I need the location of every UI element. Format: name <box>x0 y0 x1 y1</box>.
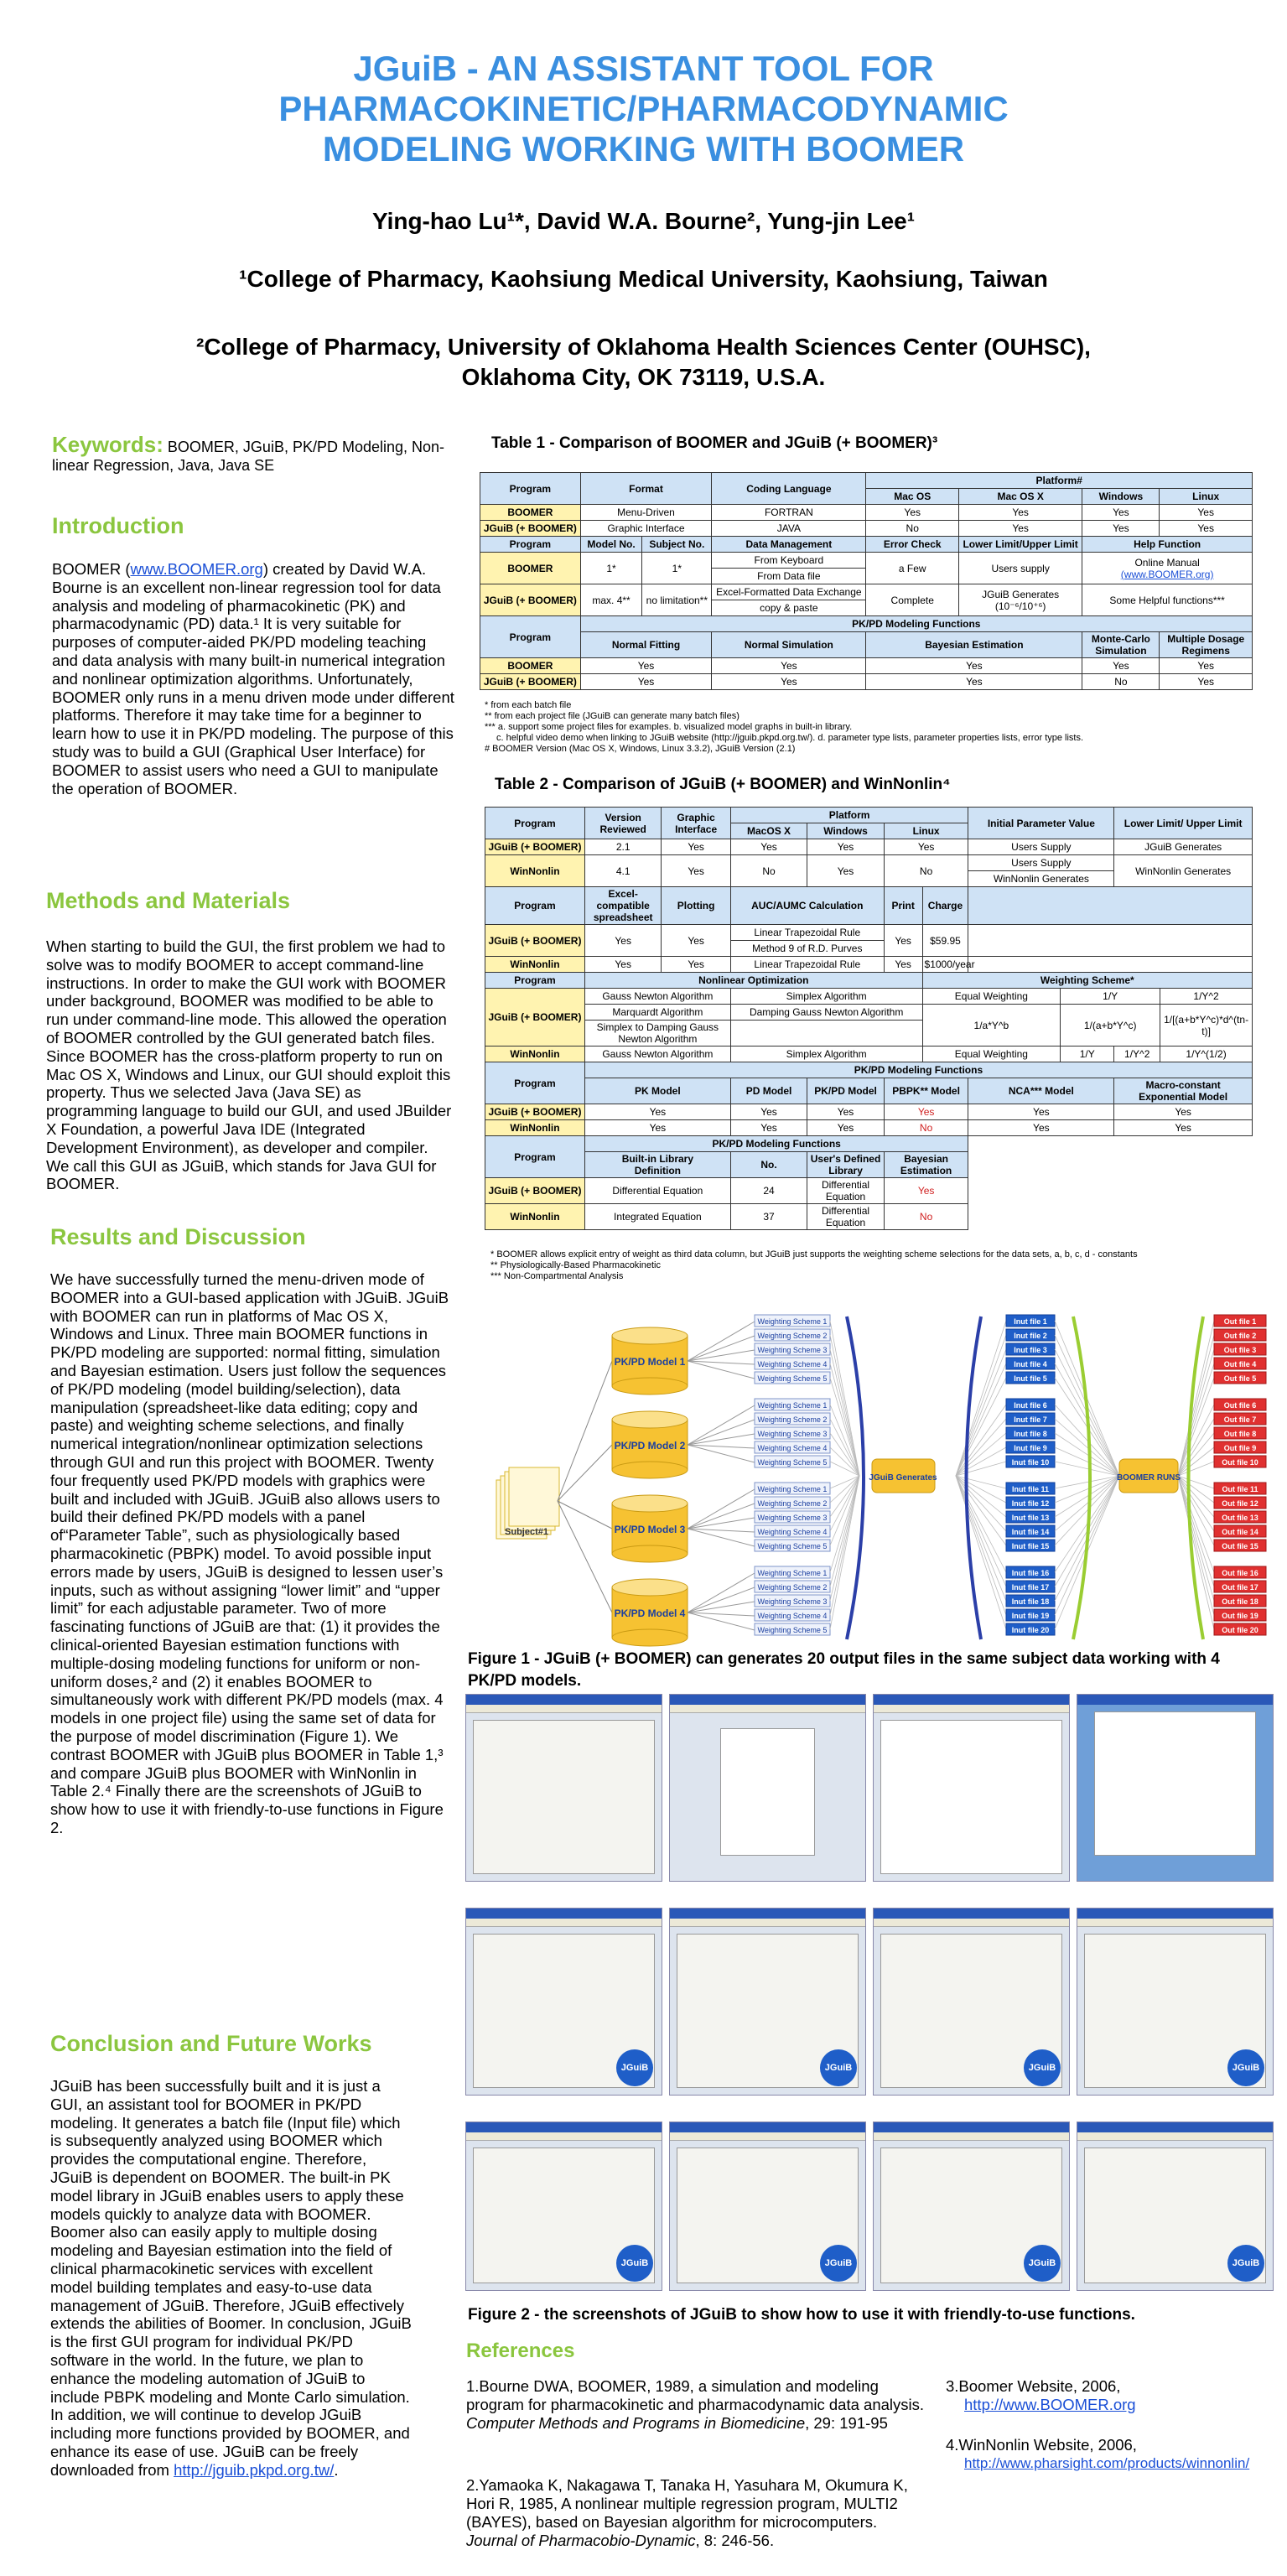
methods-heading: Methods and Materials <box>46 888 291 913</box>
screenshot-6: JGuiB <box>669 1908 866 2096</box>
boomer-link[interactable]: www.BOOMER.org <box>130 560 263 578</box>
methods-text: When starting to build the GUI, the first problem we had to solve was to modify BOOMER to accept command-line instructions. In order to make the GUI work with BOOMER under background, BOOMER was modified to be able to run under command-line mode. This allowed the operation of BOOMER controlled by the GUI generated batch files. Since BOOMER has the cross-platform property to run on Mac OS X, Windows and Linux, our GUI should exploit this property. Thus we selected Java (Java SE) as programming language to build our GUI, and used JBuilder X Foundation, a powerful Java IDE (Integrated Development Environment), as developer and compiler. We call this GUI as JGuiB, which stands for Java GUI for BOOMER. <box>46 937 452 1193</box>
output-file-label: Out file 8 <box>1223 1430 1257 1438</box>
model-cylinder-bottom <box>612 1629 688 1646</box>
screenshot-10: JGuiB <box>669 2122 866 2291</box>
table1-title: Table 1 - Comparison of BOOMER and JGuiB (+ BOOMER)³ <box>491 434 938 452</box>
model-to-scheme-line <box>688 1587 755 1613</box>
model-cylinder-top <box>612 1495 688 1512</box>
generator-to-input-line <box>956 1321 1006 1476</box>
output-file-label: Out file 20 <box>1222 1626 1258 1634</box>
input-file-label: Inut file 2 <box>1014 1332 1047 1340</box>
subject-to-model-line <box>558 1445 612 1501</box>
subject-to-model-line <box>558 1501 612 1613</box>
subject-to-model-line <box>558 1361 612 1501</box>
model-to-scheme-line <box>688 1504 755 1529</box>
output-file-label: Out file 9 <box>1223 1444 1257 1452</box>
scheme-to-generator-line <box>830 1462 859 1476</box>
output-file-label: Out file 17 <box>1222 1583 1258 1592</box>
intro-heading: Introduction <box>52 513 184 538</box>
model-cylinder-top <box>612 1411 688 1428</box>
keywords: Keywords: BOOMER, JGuiB, PK/PD Modeling, Non-linear Regression, Java, Java SE <box>52 432 445 474</box>
input-file-label: Inut file 9 <box>1014 1444 1047 1452</box>
table2-notes: * BOOMER allows explicit entry of weight as third data column, but JGuiB just supports the weighting scheme selections for the data sets, a, b, c, d - constants ** Physiologically-Based Pharmacokinetic *** Non-Compartmental Analysis <box>490 1249 1138 1281</box>
output-file-label: Out file 5 <box>1223 1374 1257 1383</box>
model-to-scheme-line <box>688 1405 755 1445</box>
screenshot-4 <box>1077 1694 1274 1882</box>
input-file-label: Inut file 8 <box>1014 1430 1047 1438</box>
input-file-label: Inut file 20 <box>1011 1626 1050 1634</box>
model-cylinder-bottom <box>612 1545 688 1562</box>
scheme-to-generator-line <box>830 1476 859 1531</box>
bracket-mid <box>967 1317 982 1639</box>
weighting-scheme-label: Weighting Scheme 1 <box>757 1317 828 1326</box>
output-file-label: Out file 16 <box>1222 1569 1258 1577</box>
subject-page <box>509 1467 559 1526</box>
runs-to-output-line <box>1178 1363 1214 1476</box>
output-file-label: Out file 1 <box>1223 1317 1257 1326</box>
generator-to-input-line <box>956 1476 1006 1601</box>
model-cylinder-top <box>612 1579 688 1596</box>
input-file-label: Inut file 14 <box>1011 1528 1050 1536</box>
model-label: PK/PD Model 2 <box>614 1440 686 1452</box>
weighting-scheme-label: Weighting Scheme 4 <box>757 1360 828 1368</box>
screenshot-8: JGuiB <box>1077 1908 1274 2096</box>
results-heading: Results and Discussion <box>50 1224 306 1249</box>
runs-to-output-line <box>1178 1405 1214 1476</box>
model-label: PK/PD Model 1 <box>614 1356 686 1368</box>
weighting-scheme-label: Weighting Scheme 3 <box>757 1597 828 1606</box>
input-file-label: Inut file 13 <box>1011 1514 1050 1522</box>
subject-label: Subject#1 <box>505 1527 548 1537</box>
reference-3: 3.Boomer Website, 2006, http://www.BOOMER.org <box>946 2377 1281 2414</box>
conclusion-text: JGuiB has been successfully built and it is just a GUI, an assistant tool for BOOMER in PK/PD modeling. It generates a batch file (Input file) which is subsequently analyzed using BOOMER which provides the computational engine. Therefore, JGuiB is dependent on BOOMER. The built-in PK model library in JGuiB enables users to apply these models quickly to analyze data with BOOMER. Boomer also can easily apply to multiple dosing modeling and Bayesian estimation into the field of clinical pharmacokinetic services with excellent model building templates and easy-to-use data management of JGuiB. Therefore, JGuiB effectively extends the abilities of Boomer. In conclusion, JGuiB is the first GUI program for individual PK/PD software in the world. In the future, we plan to enhance the modeling automation of JGuiB to include PBPK modeling and Monte Carlo simulation. In addition, we will continue to develop JGuiB including more functions provided by BOOMER, and enhance its ease of use. JGuiB can be freely downloaded from http://jguib.pkpd.org.tw/. <box>50 2077 412 2479</box>
output-file-label: Out file 13 <box>1222 1514 1258 1522</box>
model-to-scheme-line <box>688 1489 755 1529</box>
scheme-to-generator-line <box>830 1321 859 1476</box>
bracket-right-2 <box>1189 1317 1204 1639</box>
screenshot-11: JGuiB <box>873 2122 1070 2291</box>
model-label: PK/PD Model 4 <box>614 1607 686 1619</box>
jguib-link[interactable]: http://jguib.pkpd.org.tw/ <box>174 2460 335 2479</box>
model-to-scheme-line <box>688 1573 755 1613</box>
weighting-scheme-label: Weighting Scheme 5 <box>757 1458 828 1467</box>
input-file-label: Inut file 18 <box>1011 1597 1050 1606</box>
weighting-scheme-label: Weighting Scheme 2 <box>757 1499 828 1508</box>
weighting-scheme-label: Weighting Scheme 3 <box>757 1346 828 1354</box>
table2: Program Version Reviewed Graphic Interface Platform Initial Parameter Value Lower Limit/ Upper Limit MacOS X Windows Linux JGuiB (+ BOOMER) 2.1 Yes Yes Yes Yes Users Supply JGuiB Generates WinNonlin 4.1 Yes No Yes No Users Supply WinNonlin Generates WinNonlin Generates Program Excel-compatible spreadsheet Plotting AUC/AUMC Calculation Print Charge JGuiB (+ BOOMER) Yes Yes Linear Trapezoidal Rule Yes $59.95 Method 9 of R.D. Purves WinNonlin Yes Yes Linear Trapezoidal Rule Yes $1000/year Program Nonlinear Optimization Weighting Scheme* JGuiB (+ BOOMER) Gauss Newton Algorithm Simplex Algorithm Equal Weighting 1/Y 1/Y^2 Marquardt Algorithm Damping Gauss Newton Algorithm 1/a*Y^b 1/(a+b*Y^c) 1/[(a+b*Y^c)*d^(tn-t)] Simplex to Damping Gauss Newton Algorithm WinNonlin Gauss Newton Algorithm Simplex Algorithm Equal Weighting 1/Y 1/Y^2 1/Y^(1/2) Program PK/PD Modeling Functions PK Model PD Model PK/PD Model PBPK** Model NCA*** Model Macro-constant Exponential Model JGuiB (+ BOOMER) Yes Yes Yes Yes Yes Yes WinNonlin Yes Yes Yes No Yes Yes Program PK/PD Modeling Functions Built-in Library Definition No. User's Defined Library Bayesian Estimation JGuiB (+ BOOMER) Differential Equation 24 Differential Equation Yes WinNonlin Integrated Equation 37 Differential Equation No <box>485 807 1253 1230</box>
figure1-caption: Figure 1 - JGuiB (+ BOOMER) can generates 20 output files in the same subject data working with 4 PK/PD models. <box>468 1650 1220 1690</box>
generator-label: JGuiB Generates <box>869 1473 937 1483</box>
winnonlin-website-link[interactable]: http://www.pharsight.com/products/winnonlin/ <box>964 2455 1250 2471</box>
weighting-scheme-label: Weighting Scheme 1 <box>757 1401 828 1410</box>
bracket-right <box>1073 1317 1090 1639</box>
input-to-runs-line <box>1055 1462 1119 1476</box>
input-file-label: Inut file 3 <box>1014 1346 1047 1354</box>
generator-to-input-line <box>956 1363 1006 1476</box>
poster-title: JGuiB - AN ASSISTANT TOOL FOR PHARMACOKINETIC/PHARMACODYNAMIC MODELING WORKING WITH BOOMER <box>278 49 1009 169</box>
screenshot-3 <box>873 1694 1070 1882</box>
subject-to-model-line <box>558 1501 612 1529</box>
runs-to-output-line <box>1178 1321 1214 1476</box>
output-file-label: Out file 2 <box>1223 1332 1257 1340</box>
generator-to-input-line <box>956 1462 1006 1476</box>
scheme-to-generator-line <box>830 1363 859 1476</box>
screenshot-2 <box>669 1694 866 1882</box>
input-file-label: Inut file 7 <box>1014 1415 1047 1424</box>
figure1-svg <box>486 1308 1270 1652</box>
weighting-scheme-label: Weighting Scheme 4 <box>757 1528 828 1536</box>
table2-title: Table 2 - Comparison of JGuiB (+ BOOMER) and WinNonlin⁴ <box>495 776 951 793</box>
runs-to-output-line <box>1178 1476 1214 1531</box>
output-file-label: Out file 14 <box>1222 1528 1258 1536</box>
scheme-to-generator-line <box>830 1405 859 1476</box>
weighting-scheme-label: Weighting Scheme 5 <box>757 1542 828 1550</box>
output-file-label: Out file 3 <box>1223 1346 1257 1354</box>
input-file-label: Inut file 5 <box>1014 1374 1047 1383</box>
reference-2: 2.Yamaoka K, Nakagawa T, Tanaka H, Yasuhara M, Okumura K, Hori R, 1985, A nonlinear multiple regression program, MULTI2 (BAYES), based on Bayesian algorithm for microcomputers. Journal of Pharmacobio-Dynamic, 8: 246-56. <box>466 2476 908 2549</box>
output-file-label: Out file 4 <box>1223 1360 1257 1368</box>
model-cylinder-bottom <box>612 1378 688 1394</box>
output-file-label: Out file 10 <box>1222 1458 1258 1467</box>
affiliation-2: ²College of Pharmacy, University of Oklahoma Health Sciences Center (OUHSC), Oklahoma City, OK 73119, U.S.A. <box>196 334 1091 390</box>
generator-to-input-line <box>956 1476 1006 1572</box>
output-file-label: Out file 11 <box>1222 1485 1258 1493</box>
generator-to-input-line <box>956 1378 1006 1476</box>
runs-to-output-line <box>1178 1476 1214 1587</box>
weighting-scheme-label: Weighting Scheme 2 <box>757 1583 828 1592</box>
input-file-label: Inut file 19 <box>1011 1612 1050 1620</box>
conclusion-heading: Conclusion and Future Works <box>50 2031 372 2056</box>
runs-to-output-line <box>1178 1462 1214 1476</box>
figure2-caption: Figure 2 - the screenshots of JGuiB to show how to use it with friendly-to-use functions. <box>468 2306 1135 2324</box>
generator-to-input-line <box>956 1476 1006 1531</box>
weighting-scheme-label: Weighting Scheme 4 <box>757 1444 828 1452</box>
model-to-scheme-line <box>688 1336 755 1361</box>
input-file-label: Inut file 6 <box>1014 1401 1047 1410</box>
figure1-diagram <box>486 1308 1270 1652</box>
input-file-label: Inut file 4 <box>1014 1360 1047 1368</box>
input-file-label: Inut file 16 <box>1011 1569 1050 1577</box>
results-text: We have successfully turned the menu-driven mode of BOOMER into a GUI-based application with JGuiB. JGuiB with BOOMER can run in platforms of Mac OS X, Windows and Linux. Three main BOOMER functions in PK/PD modeling are supported: normal fitting, simulation and Bayesian estimation. Users just follow the sequences of PK/PD modeling (model building/selection), data manipulation (spreadsheet-like data editing; copy and paste) and weighting scheme selections, and finally numerical integration/nonlinear optimization selections through GUI and run this project with BOOMER. Twenty four frequently used PK/PD models with graphics were built and included with JGuiB. JGuiB also allows users to build their defined PK/PD models with a panel of“Parameter Table”, such as physiologically based pharmacokinetic (PBPK) model. To avoid possible input errors made by users, JGuiB is designed to lessen user’s inputs, such as without assigning “lower limit” and “upper limit” for each adjustable parameter. Two of more fascinating functions of JGuiB are that: (1) it provides the clinical-oriented Bayesian estimation functions with multiple-dosing modeling functions for uniform or non-uniform doses,² and (2) it enables BOOMER to simultaneously work with different PK/PD models (max. 4 models in one project file) using the same set of data for the purpose of model discrimination (Figure 1). We contrast BOOMER with JGuiB plus BOOMER in Table 1,³ and compare JGuiB plus BOOMER with WinNonlin in Table 2.⁴ Finally there are the screenshots of JGuiB to show how to use it with friendly-to-use functions in Figure 2. <box>50 1270 449 1836</box>
runs-to-output-line <box>1178 1476 1214 1572</box>
reference-4: 4.WinNonlin Website, 2006, http://www.pharsight.com/products/winnonlin/ <box>946 2436 1281 2473</box>
output-file-label: Out file 12 <box>1222 1499 1258 1508</box>
screenshot-7: JGuiB <box>873 1908 1070 2096</box>
reference-1: 1.Bourne DWA, BOOMER, 1989, a simulation and modeling program for pharmacokinetic and pharmacodynamic data analysis. Computer Methods and Programs in Biomedicine, 29: 191-95 <box>466 2377 925 2432</box>
output-file-label: Out file 19 <box>1222 1612 1258 1620</box>
weighting-scheme-label: Weighting Scheme 2 <box>757 1332 828 1340</box>
weighting-scheme-label: Weighting Scheme 1 <box>757 1485 828 1493</box>
authors: Ying-hao Lu¹*, David W.A. Bourne², Yung-jin Lee¹ <box>371 208 916 234</box>
input-file-label: Inut file 11 <box>1011 1485 1050 1493</box>
boomer-runs-label: BOOMER RUNS <box>1116 1473 1181 1483</box>
screenshot-12: JGuiB <box>1077 2122 1274 2291</box>
model-cylinder-top <box>612 1327 688 1344</box>
output-file-label: Out file 15 <box>1222 1542 1258 1550</box>
input-file-label: Inut file 15 <box>1011 1542 1050 1550</box>
boomer-website-link[interactable]: http://www.BOOMER.org <box>964 2396 1136 2413</box>
table1: Program Format Coding Language Platform# Mac OS Mac OS X Windows Linux BOOMER Menu-Driven FORTRAN Yes Yes Yes Yes JGuiB (+ BOOMER) Graphic Interface JAVA No Yes Yes Yes Program Model No. Subject No. Data Management Error Check Lower Limit/Upper Limit Help Function BOOMER 1* 1* From Keyboard a Few Users supply Online Manual (www.BOOMER.org) From Data file JGuiB (+ BOOMER) max. 4** no limitation** Excel-Formatted Data Exchange Complete JGuiB Generates (10⁻⁶/10⁺⁶) Some Helpful functions*** copy & paste Program PK/PD Modeling Functions Normal Fitting Normal Simulation Bayesian Estimation Monte-Carlo Simulation Multiple Dosage Regimens BOOMER Yes Yes Yes Yes Yes JGuiB (+ BOOMER) Yes Yes Yes No Yes <box>480 472 1253 690</box>
output-file-label: Out file 18 <box>1222 1597 1258 1606</box>
weighting-scheme-label: Weighting Scheme 2 <box>757 1415 828 1424</box>
output-file-label: Out file 7 <box>1223 1415 1257 1424</box>
generator-to-input-line <box>956 1405 1006 1476</box>
figure2-screenshots <box>465 1694 1270 2298</box>
generator-to-input-line <box>956 1476 1006 1587</box>
scheme-to-generator-line <box>830 1476 859 1572</box>
model-label: PK/PD Model 3 <box>614 1524 686 1535</box>
input-file-label: Inut file 12 <box>1011 1499 1050 1508</box>
scheme-to-generator-line <box>830 1476 859 1587</box>
generator-to-input-line <box>956 1349 1006 1476</box>
references-heading: References <box>466 2340 575 2362</box>
affiliation-1: ¹College of Pharmacy, Kaohsiung Medical University, Kaohsiung, Taiwan <box>239 266 1048 292</box>
model-to-scheme-line <box>688 1420 755 1445</box>
screenshot-5: JGuiB <box>465 1908 662 2096</box>
table1-notes: * from each batch file ** from each project file (JGuiB can generate many batch files) *** a. support some project files for examples. b. visualized model graphs in built-in library. c. helpful video demo when linking to JGuiB website (http://jguib.pkpd.org.tw/). d. parameter type lists, parameter properties lists, error type lists. # BOOMER Version (Mac OS X, Windows, Linux 3.3.2), JGuiB Version (2.1) <box>485 700 1084 754</box>
input-file-label: Inut file 1 <box>1014 1317 1047 1326</box>
input-file-label: Inut file 10 <box>1011 1458 1050 1467</box>
screenshot-9: JGuiB <box>465 2122 662 2291</box>
model-cylinder-bottom <box>612 1462 688 1478</box>
weighting-scheme-label: Weighting Scheme 5 <box>757 1374 828 1383</box>
weighting-scheme-label: Weighting Scheme 3 <box>757 1514 828 1522</box>
weighting-scheme-label: Weighting Scheme 1 <box>757 1569 828 1577</box>
weighting-scheme-label: Weighting Scheme 5 <box>757 1626 828 1634</box>
model-to-scheme-line <box>688 1322 755 1361</box>
screenshot-1 <box>465 1694 662 1882</box>
input-file-label: Inut file 17 <box>1011 1583 1050 1592</box>
intro-text: BOOMER (www.BOOMER.org) created by David W.A. Bourne is an excellent non-linear regression tool for data analysis and modeling of pharmacokinetic (PK) and pharmacodynamic (PD) data.¹ It is very suitable for purposes of computer-aided PK/PD modeling teaching and data analysis with many built-in numerical integration and nonlinear optimization algorithms. Unfortunately, BOOMER only runs in a menu driven mode under different platforms. Therefore it may take time for a beginner to learn how to use it in PK/PD modeling. The purpose of this study was to build a GUI (Graphical User Interface) for BOOMER to assist users who need a GUI to manipulate the operation of BOOMER. <box>52 560 454 797</box>
weighting-scheme-label: Weighting Scheme 4 <box>757 1612 828 1620</box>
output-file-label: Out file 6 <box>1223 1401 1257 1410</box>
weighting-scheme-label: Weighting Scheme 3 <box>757 1430 828 1438</box>
